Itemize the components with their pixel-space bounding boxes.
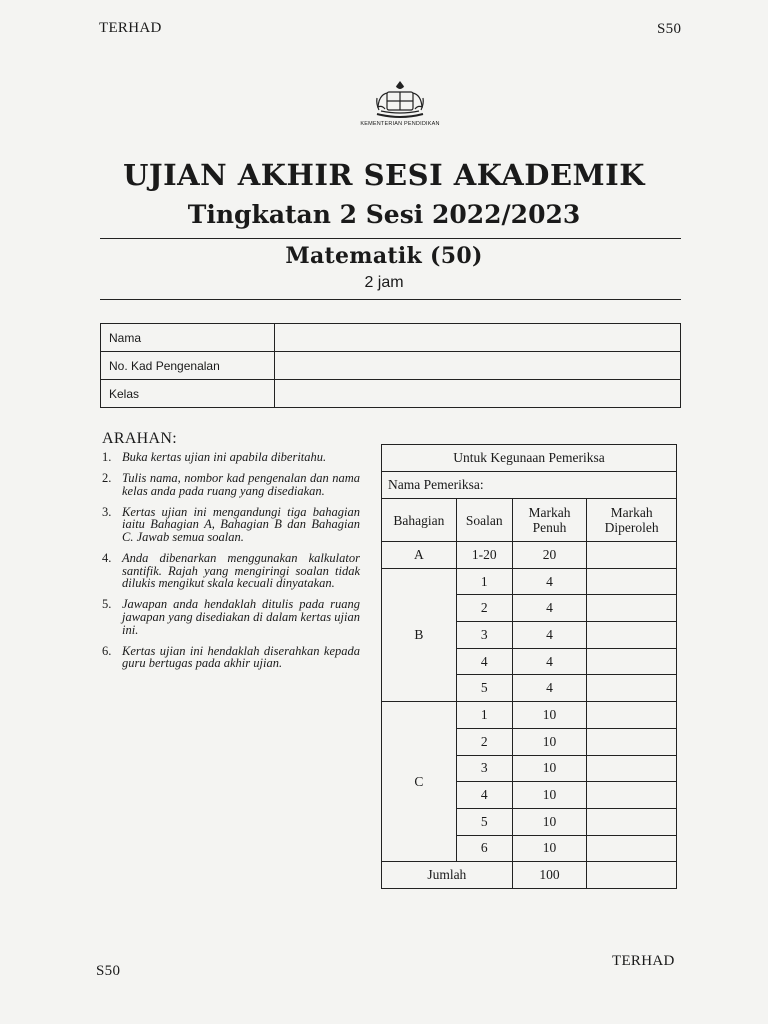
student-info-table — [100, 323, 681, 408]
examiner-name-field[interactable]: Nama Pemeriksa: — [382, 472, 677, 499]
question-cell: 1 — [456, 568, 512, 595]
instruction-text: Anda dibenarkan menggunakan kalkulator santifik. Rajah yang mengiringi soalan tidak dilukis mengikut skala kecuali dinyatakan. — [122, 551, 360, 591]
instruction-item — [102, 645, 360, 670]
header-obtained-line2: Diperoleh — [604, 520, 659, 535]
examiner-title-row — [382, 445, 677, 472]
question-cell: 6 — [456, 835, 512, 862]
instruction-number: 6. — [102, 643, 112, 658]
student-row-class — [101, 380, 681, 408]
header-paper-code: S50 — [657, 21, 682, 37]
footer-classification: TERHAD — [612, 953, 675, 969]
instruction-number: 1. — [102, 450, 112, 464]
question-cell: 1 — [456, 702, 512, 729]
examiner-name-row — [382, 472, 677, 499]
full-marks-cell: 10 — [512, 702, 587, 729]
obtained-marks-cell[interactable] — [587, 622, 677, 649]
question-cell: 5 — [456, 675, 512, 702]
total-row — [382, 862, 677, 889]
obtained-marks-cell[interactable] — [587, 568, 677, 595]
examiner-table-title: Untuk Kegunaan Pemeriksa — [382, 445, 677, 472]
obtained-marks-cell[interactable] — [587, 808, 677, 835]
question-cell: 3 — [456, 622, 512, 649]
footer-paper-code: S50 — [96, 963, 121, 979]
crest-caption: KEMENTERIAN PENDIDIKAN — [360, 121, 440, 127]
examiner-marks-table — [381, 444, 677, 889]
total-full-marks: 100 — [512, 862, 587, 889]
instruction-item — [102, 506, 360, 544]
instructions-section — [102, 430, 360, 678]
table-row — [382, 542, 677, 569]
obtained-marks-cell[interactable] — [587, 782, 677, 809]
title-divider-top — [100, 238, 681, 239]
header-full-marks — [512, 499, 587, 542]
total-label: Jumlah — [382, 862, 513, 889]
instructions-list — [102, 451, 360, 670]
instruction-text: Jawapan anda hendaklah ditulis pada ruang jawapan yang disediakan di dalam kertas ujian ini. — [122, 597, 360, 637]
question-cell: 5 — [456, 808, 512, 835]
student-field-class[interactable] — [275, 380, 681, 408]
instruction-text: Buka kertas ujian ini apabila diberitahu. — [122, 450, 327, 464]
header-classification: TERHAD — [99, 20, 162, 36]
student-field-ic[interactable] — [275, 352, 681, 380]
full-marks-cell: 4 — [512, 622, 587, 649]
instruction-text: Tulis nama, nombor kad pengenalan dan nama kelas anda pada ruang yang disediakan. — [122, 471, 360, 498]
obtained-marks-cell[interactable] — [587, 702, 677, 729]
header-obtained-line1: Markah — [610, 505, 653, 520]
full-marks-cell: 20 — [512, 542, 587, 569]
instruction-item — [102, 598, 360, 636]
student-row-ic — [101, 352, 681, 380]
question-cell: 4 — [456, 782, 512, 809]
full-marks-cell: 10 — [512, 755, 587, 782]
section-c-label: C — [382, 702, 457, 862]
question-cell: 2 — [456, 595, 512, 622]
exam-subject: Matematik (50) — [285, 243, 483, 269]
student-row-name — [101, 324, 681, 352]
exam-session: Tingkatan 2 Sesi 2022/2023 — [187, 200, 581, 229]
full-marks-cell: 4 — [512, 648, 587, 675]
total-obtained-marks[interactable] — [587, 862, 677, 889]
instruction-number: 4. — [102, 551, 112, 566]
crest-emblem-icon — [367, 80, 433, 120]
student-label-name: Nama — [101, 324, 275, 352]
obtained-marks-cell[interactable] — [587, 728, 677, 755]
title-divider-bottom — [100, 299, 681, 300]
student-label-class: Kelas — [101, 380, 275, 408]
instruction-number: 2. — [102, 471, 112, 486]
ministry-crest — [345, 80, 455, 127]
header-question: Soalan — [456, 499, 512, 542]
section-a-label: A — [382, 542, 457, 569]
obtained-marks-cell[interactable] — [587, 648, 677, 675]
instruction-item — [102, 451, 360, 464]
exam-duration: 2 jam — [364, 274, 404, 291]
header-obtained-marks — [587, 499, 677, 542]
obtained-marks-cell[interactable] — [587, 835, 677, 862]
question-cell: 3 — [456, 755, 512, 782]
instruction-text: Kertas ujian ini mengandungi tiga bahagian iaitu Bahagian A, Bahagian B dan Bahagian C. Jawab semua soalan. — [122, 504, 360, 544]
question-cell: 4 — [456, 648, 512, 675]
instruction-number: 3. — [102, 504, 112, 519]
obtained-marks-cell[interactable] — [587, 542, 677, 569]
exam-title: UJIAN AKHIR SESI AKADEMIK — [123, 158, 645, 192]
header-full-marks-line1: Markah — [528, 505, 571, 520]
instruction-number: 5. — [102, 597, 112, 612]
question-cell: 1-20 — [456, 542, 512, 569]
obtained-marks-cell[interactable] — [587, 595, 677, 622]
instruction-item — [102, 472, 360, 497]
header-section: Bahagian — [382, 499, 457, 542]
table-row — [382, 702, 677, 729]
obtained-marks-cell[interactable] — [587, 755, 677, 782]
obtained-marks-cell[interactable] — [587, 675, 677, 702]
full-marks-cell: 4 — [512, 595, 587, 622]
full-marks-cell: 10 — [512, 728, 587, 755]
full-marks-cell: 4 — [512, 568, 587, 595]
instruction-text: Kertas ujian ini hendaklah diserahkan kepada guru bertugas pada akhir ujian. — [122, 643, 360, 671]
full-marks-cell: 10 — [512, 782, 587, 809]
table-row — [382, 568, 677, 595]
question-cell: 2 — [456, 728, 512, 755]
full-marks-cell: 10 — [512, 835, 587, 862]
section-b-label: B — [382, 568, 457, 701]
column-header-row — [382, 499, 677, 542]
instruction-item — [102, 552, 360, 590]
full-marks-cell: 10 — [512, 808, 587, 835]
header-full-marks-line2: Penuh — [532, 520, 567, 535]
student-field-name[interactable] — [275, 324, 681, 352]
instructions-heading: ARAHAN: — [102, 430, 177, 447]
student-label-ic: No. Kad Pengenalan — [101, 352, 275, 380]
full-marks-cell: 4 — [512, 675, 587, 702]
